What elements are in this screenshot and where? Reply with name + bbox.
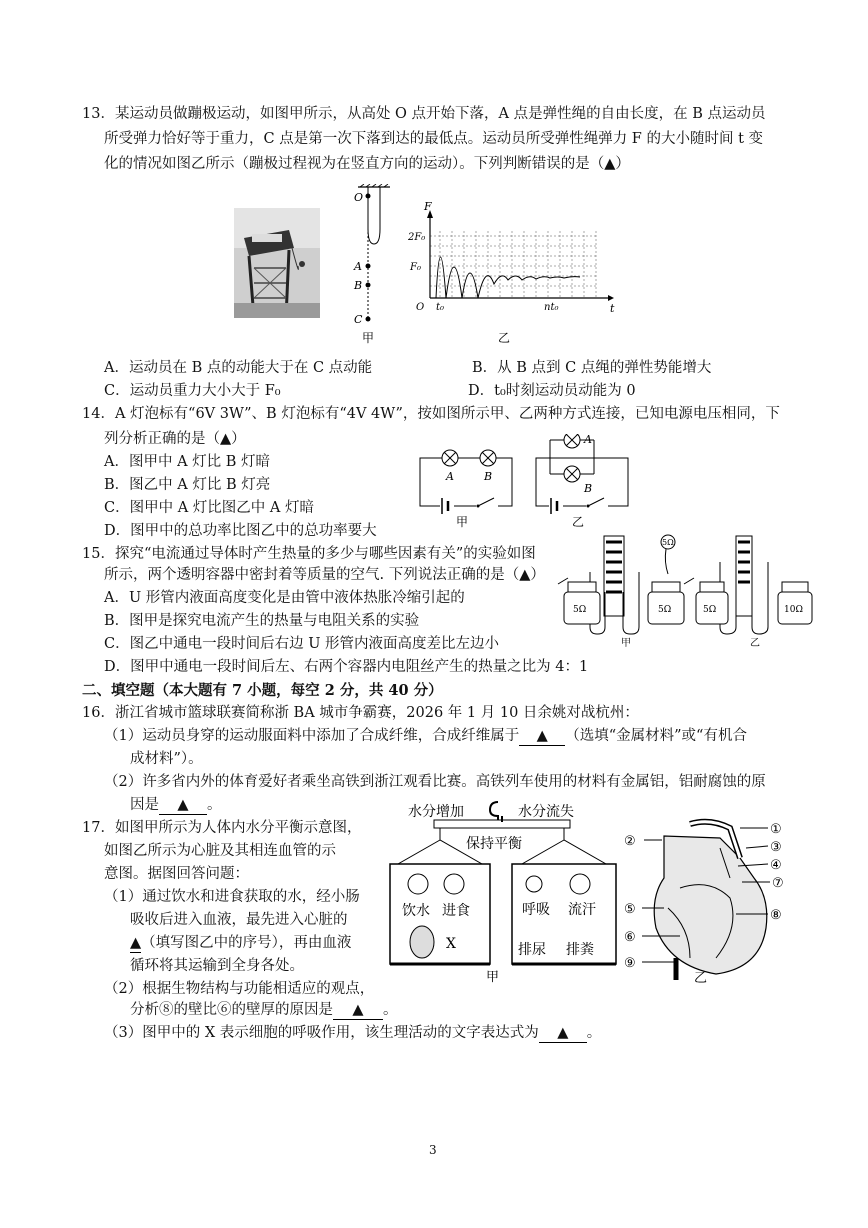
heart-label-2: ②	[624, 834, 636, 849]
balance-caption: 甲	[486, 970, 500, 985]
heart-caption: 乙	[694, 971, 708, 984]
tick-nt0: nt₀	[544, 302, 559, 313]
heart-label-5: ⑤	[624, 902, 636, 917]
q15-r2: 5Ω	[658, 605, 672, 615]
label-B: B	[354, 279, 363, 292]
q16-p1-text-b: （选填“金属材料”或“有机合	[565, 728, 747, 744]
balance-feces: 排粪	[566, 942, 594, 958]
axis-F: F	[424, 200, 432, 213]
q15-r3: 5Ω	[662, 538, 674, 547]
q15-r5: 10Ω	[784, 605, 803, 615]
q16-blank-2[interactable]: ▲	[159, 797, 207, 815]
q17-p3	[104, 1023, 601, 1044]
balance-breathe: 呼吸	[522, 902, 550, 918]
q14-line2: 列分析正确的是（▲）	[104, 431, 246, 447]
q17-blank-1[interactable]: ▲	[130, 935, 142, 951]
q14-caption-jia: 甲	[456, 515, 469, 529]
q16-blank-1[interactable]: ▲	[519, 728, 565, 746]
q16-p2-cont	[130, 795, 222, 816]
q15-apparatus	[556, 532, 816, 656]
q15-caption-jia: 甲	[621, 638, 631, 649]
q14-option-a: A．图甲中 A 灯比 B 灯暗	[104, 454, 271, 470]
q17-line2: 如图乙所示为心脏及其相连血管的示	[104, 843, 336, 859]
q17-p2b	[130, 1000, 398, 1021]
q14-label-A2: A	[584, 434, 592, 446]
q14-option-d: D．图甲中的总功率比图乙中的总功率要大	[104, 523, 377, 539]
q17-p3-text-c: 。	[586, 1025, 602, 1041]
caption-yi: 乙	[498, 331, 511, 345]
q17-line3: 意图。据图回答问题：	[104, 866, 249, 882]
label-C: C	[354, 313, 363, 326]
page-number: 3	[429, 1143, 437, 1157]
q13-option-a: A．运动员在 B 点的动能大于在 C 点动能	[104, 360, 373, 376]
q17-p3-text-a: （3）图甲中的 X 表示细胞的呼吸作用，该生理活动的文字表达式为	[104, 1025, 539, 1041]
q15-option-a: A．U 形管内液面高度变化是由管中液体热胀冷缩引起的	[104, 590, 465, 606]
heart-label-6: ⑥	[624, 930, 636, 945]
q15-option-d: D．图甲中通电一段时间后左、右两个容器内电阻丝产生的热量之比为 4：1	[104, 659, 589, 675]
q16-p1-text-a: （1）运动员身穿的运动服面料中添加了合成纤维，合成纤维属于	[104, 728, 520, 744]
q16-p2-text-c: 。	[207, 797, 222, 813]
caption-jia: 甲	[362, 331, 375, 344]
q15-caption-yi: 乙	[750, 638, 760, 649]
section2-heading: 二、填空题（本大题有 7 小题，每空 2 分，共 40 分）	[82, 682, 443, 699]
tick-t0: t₀	[436, 302, 445, 313]
q17-p2-text-b: 分析⑧的壁比⑥的壁厚的原因是	[130, 1002, 333, 1018]
q16-line1: 16．浙江省城市篮球联赛简称浙 BA 城市争霸赛，2026 年 1 月 10 日余姚对战杭州：	[82, 705, 639, 721]
tick-2F0: 2F₀	[408, 232, 426, 243]
q17-blank-2[interactable]: ▲	[333, 1002, 383, 1020]
label-O: O	[354, 191, 364, 204]
q13-option-d: D．t₀时刻运动员动能为 0	[468, 383, 636, 399]
q17-p1a: （1）通过饮水和进食获取的水，经小肠	[104, 889, 360, 905]
balance-urine: 排尿	[518, 942, 546, 958]
q14-option-c: C．图甲中 A 灯比图乙中 A 灯暗	[104, 500, 314, 516]
q15-r4: 5Ω	[703, 605, 717, 615]
q13-option-c: C．运动员重力大小大于 F₀	[104, 383, 281, 399]
balance-eat: 进食	[442, 903, 470, 919]
balance-drink: 饮水	[402, 903, 430, 919]
q17-blank-3[interactable]: ▲	[539, 1025, 587, 1043]
q13-fig-jia	[340, 184, 396, 344]
heart-label-4: ④	[770, 858, 782, 873]
q15-r1: 5Ω	[573, 605, 587, 615]
q13-option-b: B．从 B 点到 C 点绳的弹性势能增大	[472, 360, 712, 376]
tick-F0: F₀	[410, 262, 421, 273]
balance-left-top: 水分增加	[408, 804, 464, 820]
heart-label-3: ③	[770, 840, 782, 855]
q15-option-b: B．图甲是探究电流产生的热量与电阻关系的实验	[104, 613, 420, 629]
balance-x: X	[446, 936, 456, 952]
q14-label-B: B	[484, 470, 493, 483]
q17-p1b: 吸收后进入血液，最先进入心脏的	[130, 912, 348, 928]
heart-label-9: ⑨	[624, 956, 636, 971]
q16-p1	[104, 726, 747, 747]
heart-label-8: ⑧	[770, 908, 782, 923]
q17-heart-figure	[620, 818, 792, 984]
q17-p2-text-c: 。	[383, 1002, 398, 1018]
q14-circuits	[414, 434, 634, 530]
q17-p1c	[130, 933, 351, 954]
balance-sweat: 流汗	[568, 902, 596, 918]
q13-line2: 所受弹力恰好等于重力，C 点是第一次下落到达的最低点。运动员所受弹性绳弹力 F 的大小随时间 t 变	[104, 131, 764, 147]
balance-middle: 保持平衡	[466, 836, 522, 852]
q14-line1: 14．A 灯泡标有“6V 3W”、B 灯泡标有“4V 4W”，按如图所示甲、乙两种方式连接，已知电源电压相同，下	[82, 406, 780, 422]
q13-fig-yi	[408, 196, 618, 346]
q14-option-b: B．图乙中 A 灯比 B 灯亮	[104, 477, 271, 493]
q16-p2: （2）许多省内外的体育爱好者乘坐高铁到浙江观看比赛。高铁列车使用的材料有金属铝，铝耐腐蚀的原	[104, 774, 766, 790]
q15-option-c: C．图乙中通电一段时间后右边 U 形管内液面高度差比左边小	[104, 636, 500, 652]
q17-p1-text-c: （填写图乙中的序号），再由血液	[141, 935, 352, 951]
q15-line2: 所示，两个透明容器中密封着等质量的空气. 下列说法正确的是（▲）	[104, 567, 545, 583]
q14-label-A: A	[446, 470, 454, 483]
q17-p2a: （2）根据生物结构与功能相适应的观点，	[104, 981, 375, 997]
q13-line3: 化的情况如图乙所示（蹦极过程视为在竖直方向的运动）。下列判断错误的是（▲）	[104, 156, 630, 172]
axis-t: t	[610, 302, 615, 315]
q14-label-B2: B	[584, 482, 593, 495]
q17-line1: 17．如图甲所示为人体内水分平衡示意图，	[82, 820, 362, 836]
q16-p2-text-b: 因是	[130, 797, 159, 813]
q17-balance-figure	[384, 800, 624, 986]
q13-line1: 13．某运动员做蹦极运动，如图甲所示，从高处 O 点开始下落，A 点是弹性绳的自由长度，在 B 点运动员	[82, 106, 766, 122]
q17-p1d: 循环将其运输到全身各处。	[130, 958, 304, 974]
q14-caption-yi: 乙	[572, 515, 585, 529]
q16-p1-cont: 成材料”）。	[130, 751, 203, 767]
origin-O: O	[416, 302, 425, 313]
heart-label-7: ⑦	[772, 876, 784, 891]
heart-label-1: ①	[770, 822, 782, 837]
bungee-photo	[234, 208, 320, 318]
balance-right-top: 水分流失	[518, 804, 574, 820]
q15-line1: 15．探究“电流通过导体时产生热量的多少与哪些因素有关”的实验如图	[82, 546, 536, 562]
label-A: A	[354, 260, 362, 273]
